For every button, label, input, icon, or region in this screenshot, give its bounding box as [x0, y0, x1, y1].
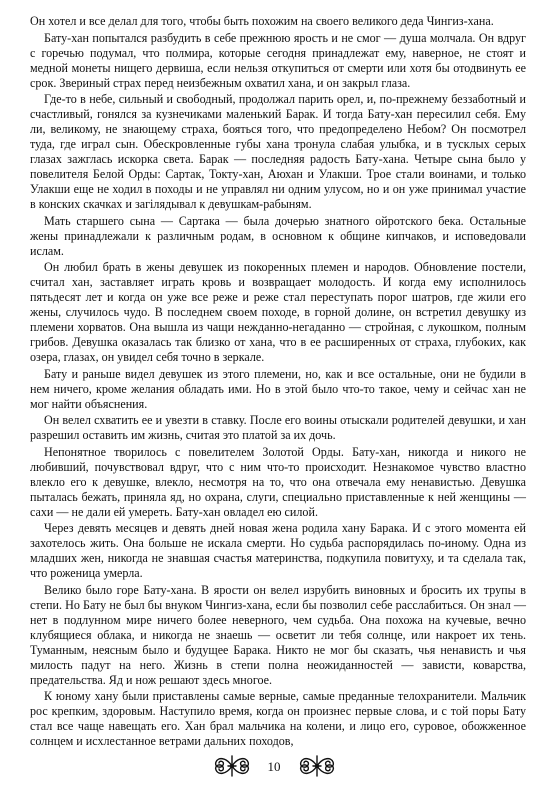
paragraph-10: Велико было горе Бату-хана. В ярости он велел изрубить виновных и бросить их трупы в степи. Но Бату не был бы внуком Чингиз-хана, если бы позволил себе расслабиться. Он знал — нет в подлунном мире ничего более неверного, чем судьба. Она похожа на кучевые, вечно клубящиеся облака, и никогда не знаешь — осветит ли тебя солнце, или накроет их тень. Туманным, неясным было и будущее Барака. Никто не мог бы сказать, чья ненависть и чья милость падут на него. Жизнь в степи полна неожиданностей — зависти, коварства, предательства. Яд и нож решают здесь многое.: [30, 582, 526, 687]
paragraph-5: Он любил брать в жены девушек из покоренных племен и народов. Обновление постели, считал хан, заставляет играть кровь и возвращает молодость. И когда ему исполнилось пятьдесят лет и когда он уже все реже и реже стал переступать порог шатров, где жили его жены, случилось чудо. В последнем своем походе, в горной долине, он встретил девушку из племени хорватов. Она вышла из чащи нежданно-негаданно — стройная, с лукошком, полным грибов. Девушка оказалась так близко от хана, что в ее расширенных от страха, глубоких, как озера, глазах, он увидел себя точно в зеркале.: [30, 260, 526, 364]
paragraph-7: Он велел схватить ее и увезти в ставку. После его воины отыскали родителей девушки, и хан разрешил оставить им жизнь, считая это платой за их дочь.: [30, 413, 526, 442]
page-number: 10: [267, 758, 281, 774]
body-text: [30, 14, 526, 749]
page-footer: [0, 752, 548, 780]
paragraph-8: Непонятное творилось с повелителем Золотой Орды. Бату-хан, никогда и никого не любивший, почувствовал вдруг, что с ним что-то происходит. Незнакомое чувство властно влекло его к девушке, влекло, несмотря на то, что она отвечала ему ненавистью. Девушка пыталась бежать, приняла яд, но охрана, слуги, специально приставленные к ней женщины — сахи — не дали ей умереть. Бату-хан овладел ею силой.: [30, 444, 526, 519]
paragraph-4: Мать старшего сына — Сартака — была дочерью знатного ойротского бека. Остальные жены принадлежали к различным родам, в основном к общине кипчаков, и исповедовали ислам.: [30, 213, 526, 258]
floral-ornament-icon: [212, 753, 252, 779]
paragraph-6: Бату и раньше видел девушек из этого племени, но, как и все остальные, они не будили в нем ничего, кроме желания обладать ими. Но в этой было что-то такое, чему и сейчас хан не мог найти объяснения.: [30, 366, 526, 411]
paragraph-3: Где-то в небе, сильный и свободный, продолжал парить орел, и, по-прежнему беззаботный и счастливый, гонялся за кузнечиками маленький Барак. И тогда Бату-хан пересилил себя. Ему ли, великому, не знающему страха, бояться того, что предопределено Небом? Он посмотрел туда, где играл сын. Обескровленные губы хана тронула слабая улыбка, и в тусклых серых глазах зажглась искорка света. Барак — последняя радость Бату-хана. Четыре сына было у повелителя Белой Орды: Сартак, Токту-хан, Аюхан и Улакши. Трое стали воинами, и только Улакши еще не ходил в походы и не управлял ни одним улусом, но и он уже принимал участие в конских скачках и загілядывал к девушкам-рабыням.: [30, 92, 526, 211]
paragraph-2: Бату-хан попытался разбудить в себе прежнюю ярость и не смог — душа молчала. Он вдруг с горечью подумал, что полмира, которые сегодня принадлежат ему, наверное, не стоят и медной монеты нищего дервиша, если нельзя откупиться от смерти или хотя бы отодвинуть ее срок. Звериный страх перед неизбежным охватил хана, и он закрыл глаза.: [30, 30, 526, 90]
paragraph-1: Он хотел и все делал для того, чтобы быть похожим на своего великого деда Чингиз-хана.: [30, 14, 494, 28]
floral-ornament-icon: [297, 753, 337, 779]
paragraph-11: К юному хану были приставлены самые верные, самые преданные телохранители. Мальчик рос крепким, здоровым. Наступило время, когда он произнес первые слова, и с той поры Бату стал все чаще навещать его. Хан брал мальчика на колени, и лицо его, суровое, обожженное солнцем и исхлестанное ветрами дальних походов,: [30, 689, 526, 748]
paragraph-9: Через девять месяцев и девять дней новая жена родила хану Барака. И с этого момента ей захотелось жить. Она больше не искала смерти. Но судьба распорядилась по-иному. Одна из младших жен, никогда не знавшая счастья материнства, подкупила повитуху, и та сделала так, что роженица умерла.: [30, 521, 526, 580]
